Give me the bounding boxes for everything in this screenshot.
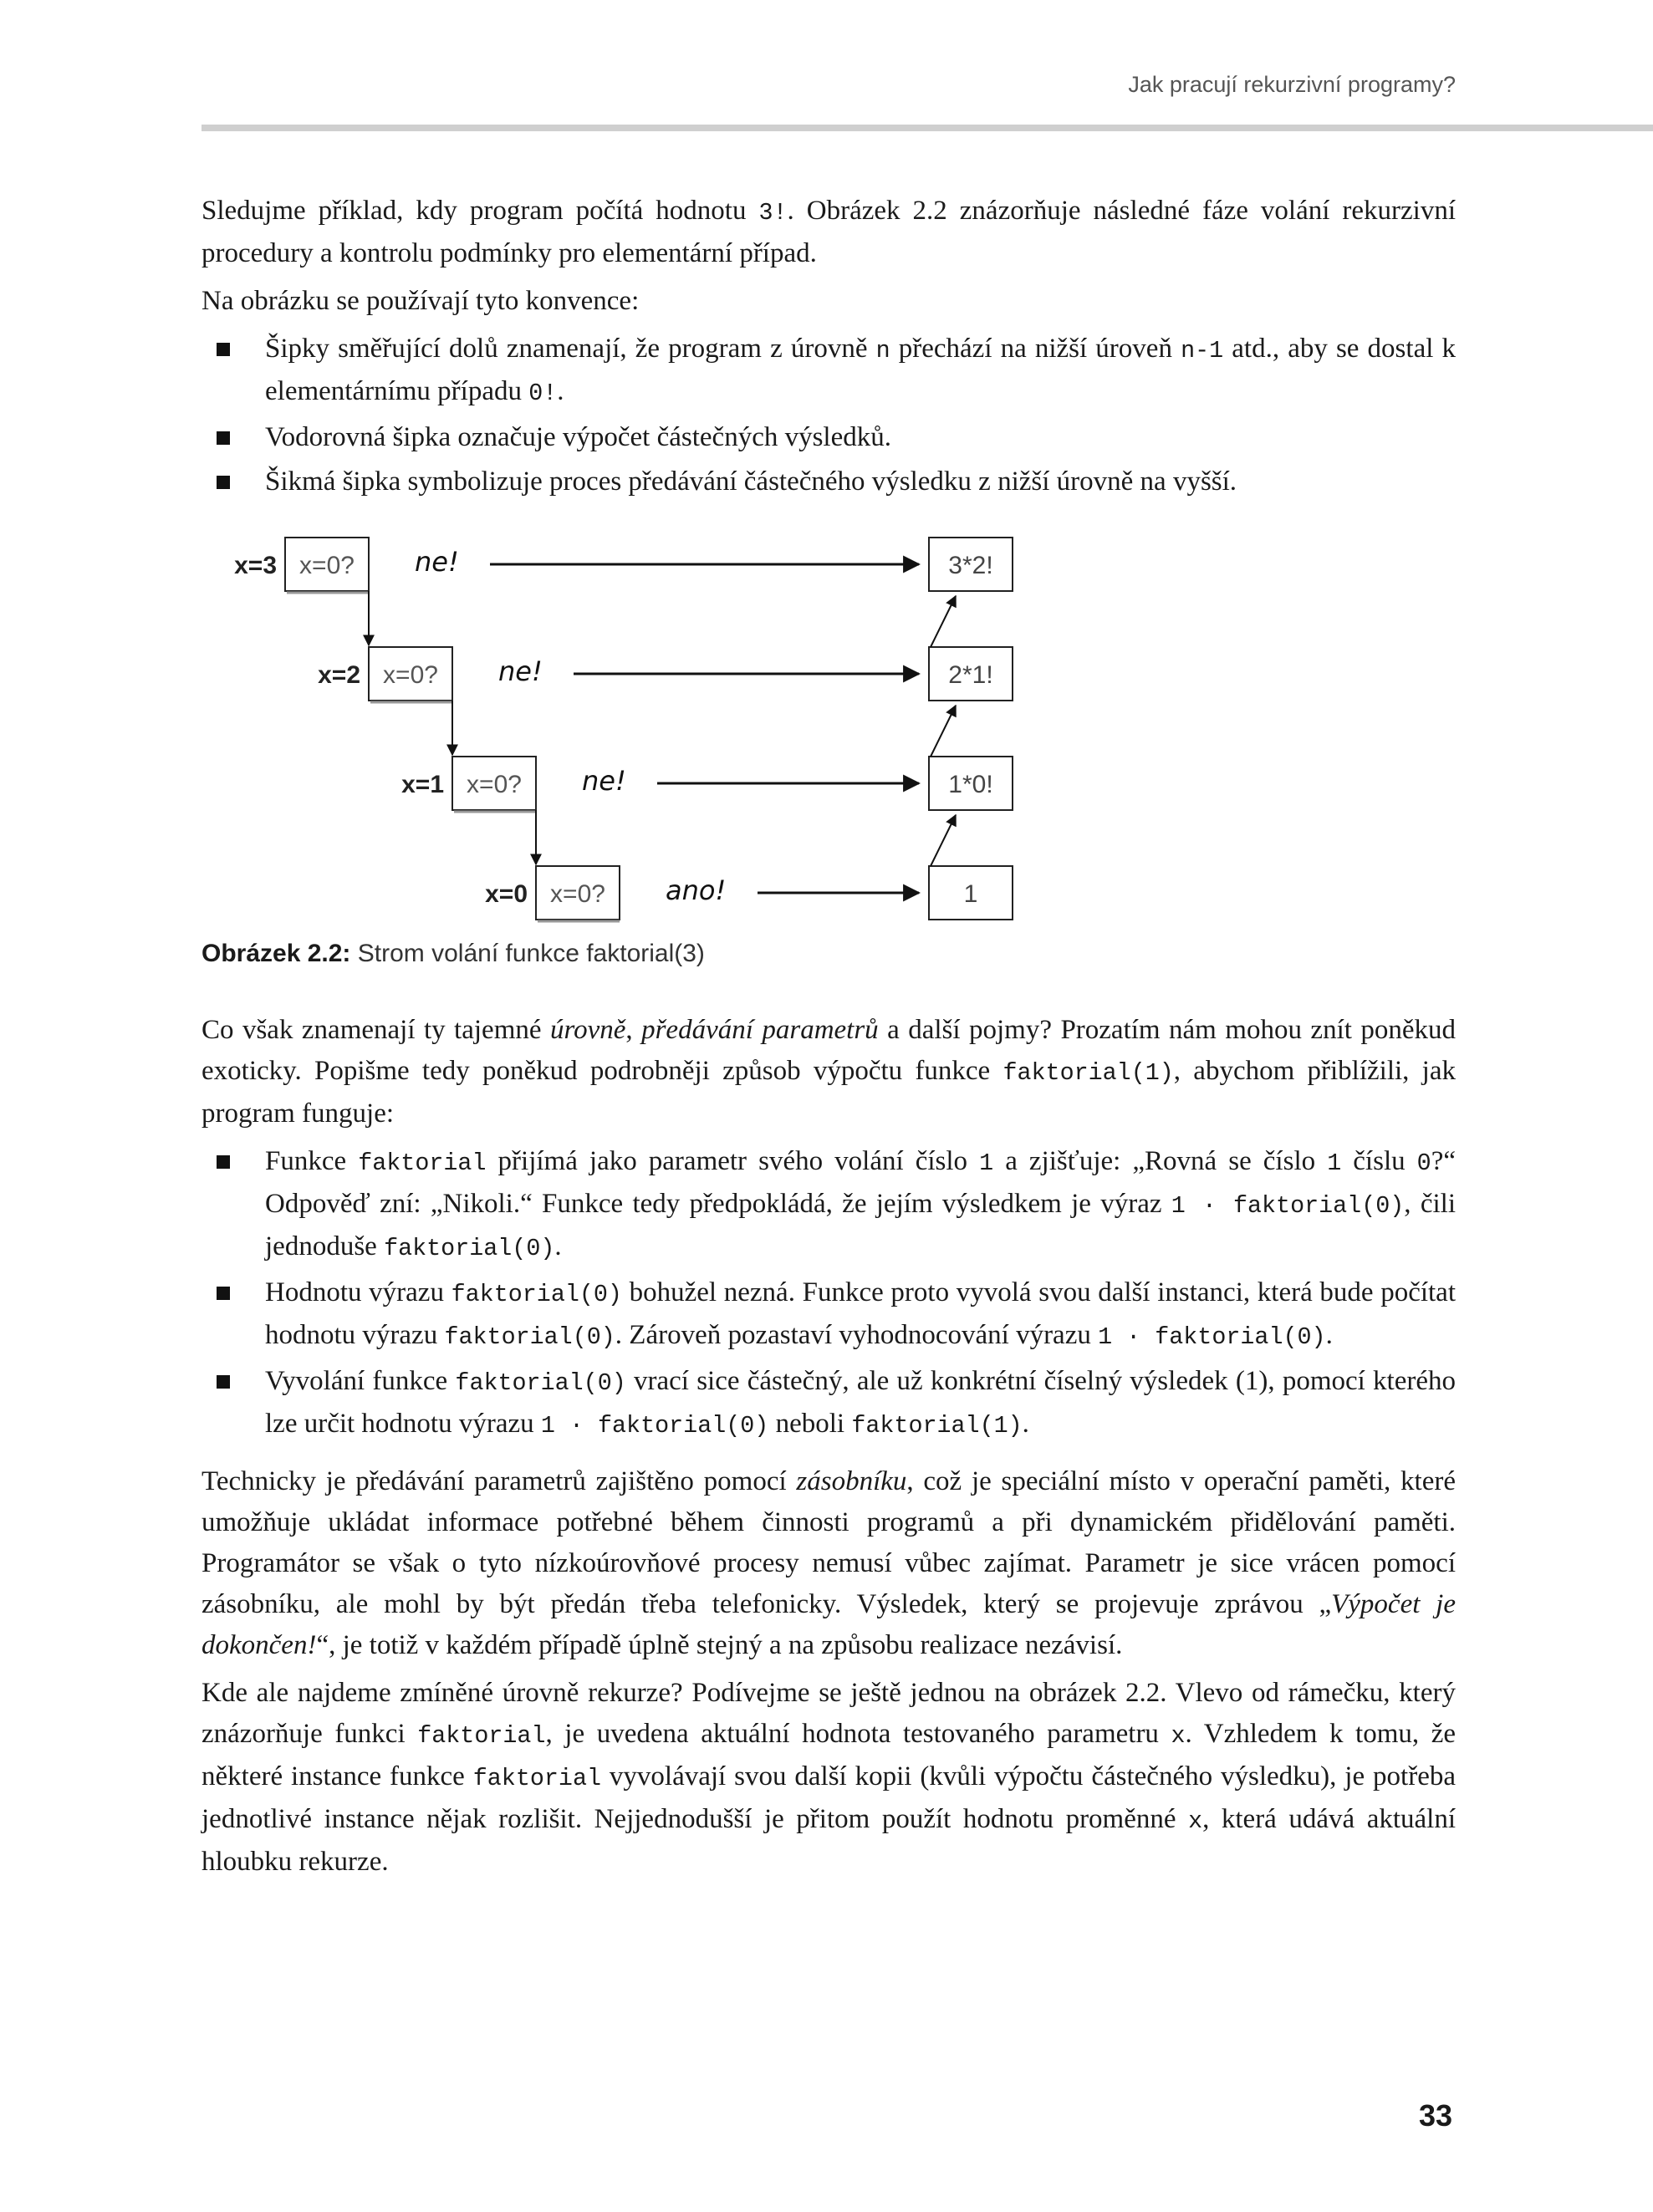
level-label: x=0 <box>485 880 528 908</box>
diagonal-arrow <box>931 815 956 866</box>
rich-paragraph: Kde ale najdeme zmíněné úrovně rekurze? Podívejme se ještě jednou na obrázek 2.2. Vlevo od rámečku, který znázorňuje funkci faktorial, je uvedena aktuální hodnota testovaného parametru x. Vzhledem k tomu, že některé instance funkce faktorial vyvolávají svou další kopii (kvůli výpočtu částečného výsledku), je potřeba jednotlivé instance nějak rozlišit. Nejjednodušší je přitom použít hodnotu proměnné x, která udává aktuální hloubku rekurze. <box>202 1678 1457 1877</box>
diagonal-arrow <box>931 596 956 647</box>
explanation-section <box>202 1010 1456 1889</box>
diagonal-arrow <box>931 706 956 757</box>
rich-paragraph: Technicky je předávání parametrů zajištěno pomocí zásobníku, což je speciální místo v operační paměti, které umožňuje ukládat informace potřebné během činnosti programů a při dynamickém přidělování paměti. Programátor se však o tyto nízkoúrovňové procesy nemusí vůbec zajímat. Parametr je sice vrácen pomocí zásobníku, ale mohl by být předán třeba telefonicky. Výsledek, který se projevuje zprávou „Výpočet je dokončen!“, je totiž v každém případě úplně stejný a na způsobu realizace nezávisí. <box>202 1466 1456 1660</box>
list-item: Vodorovná šipka označuje výpočet částečných výsledků. <box>202 417 1456 458</box>
rich-paragraph: Co však znamenají ty tajemné úrovně, předávání parametrů a další pojmy? Prozatím nám mohou znít poněkud exoticky. Popišme tedy poněkud podrobněji způsob výpočtu funkce faktorial(1), abychom přiblížili, jak program funguje: <box>202 1015 1457 1129</box>
header-rule <box>202 125 1653 131</box>
list-item: Hodnotu výrazu faktorial(0) bohužel nezná. Funkce proto vyvolá svou další instanci, která bude počítat hodnotu výrazu faktorial(0). Zároveň pozastaví vyhodnocování výrazu 1 · faktorial(0). <box>202 1272 1456 1358</box>
intro-paragraph: Sledujme příklad, kdy program počítá hodnotu 3!. Obrázek 2.2 znázorňuje následné fáze volání rekurzivní procedury a kontrolu podmínky pro elementární případ. <box>202 196 1457 268</box>
result-label: 1*0! <box>948 771 993 798</box>
conventions-list <box>202 329 1456 502</box>
result-label: 1 <box>963 880 978 908</box>
answer-label: ne! <box>415 546 459 578</box>
page-number: 33 <box>1419 2098 1453 2133</box>
list-item: Šipky směřující dolů znamenají, že program z úrovně n přechází na nižší úroveň n-1 atd., aby se dostal k elementárnímu případu 0!. <box>202 329 1456 414</box>
intro-paragraph-2: Na obrázku se používají tyto konvence: <box>202 286 640 316</box>
test-label: x=0? <box>383 661 438 689</box>
running-head: Jak pracují rekurzivní programy? <box>1128 72 1456 97</box>
result-label: 3*2! <box>948 552 993 579</box>
recursion-tree-diagram <box>202 525 1038 926</box>
answer-label: ne! <box>582 765 626 797</box>
result-label: 2*1! <box>948 661 993 689</box>
list-item: Vyvolání funkce faktorial(0) vrací sice částečný, ale už konkrétní číselný výsledek (1), pomocí kterého lze určit hodnotu výrazu 1 · faktorial(0) neboli faktorial(1). <box>202 1361 1456 1446</box>
test-label: x=0? <box>550 880 605 908</box>
answer-label: ano! <box>666 874 727 906</box>
list-item: Šikmá šipka symbolizuje proces předávání částečného výsledku z nižší úrovně na vyšší. <box>202 461 1456 502</box>
intro-section <box>202 191 1456 506</box>
steps-list <box>202 1141 1456 1446</box>
test-label: x=0? <box>467 771 522 798</box>
figure-caption: Obrázek 2.2: Strom volání funkce faktorial(3) <box>202 940 705 967</box>
level-label: x=2 <box>318 661 360 689</box>
list-item: Funkce faktorial přijímá jako parametr svého volání číslo 1 a zjišťuje: „Rovná se číslo 1 číslu 0?“ Odpověď zní: „Nikoli.“ Funkce tedy předpokládá, že jejím výsledkem je výraz 1 · faktorial(0), čili jednoduše faktorial(0). <box>202 1141 1456 1269</box>
answer-label: ne! <box>498 655 543 687</box>
level-label: x=3 <box>234 552 277 579</box>
level-label: x=1 <box>401 771 444 798</box>
test-label: x=0? <box>299 552 355 579</box>
